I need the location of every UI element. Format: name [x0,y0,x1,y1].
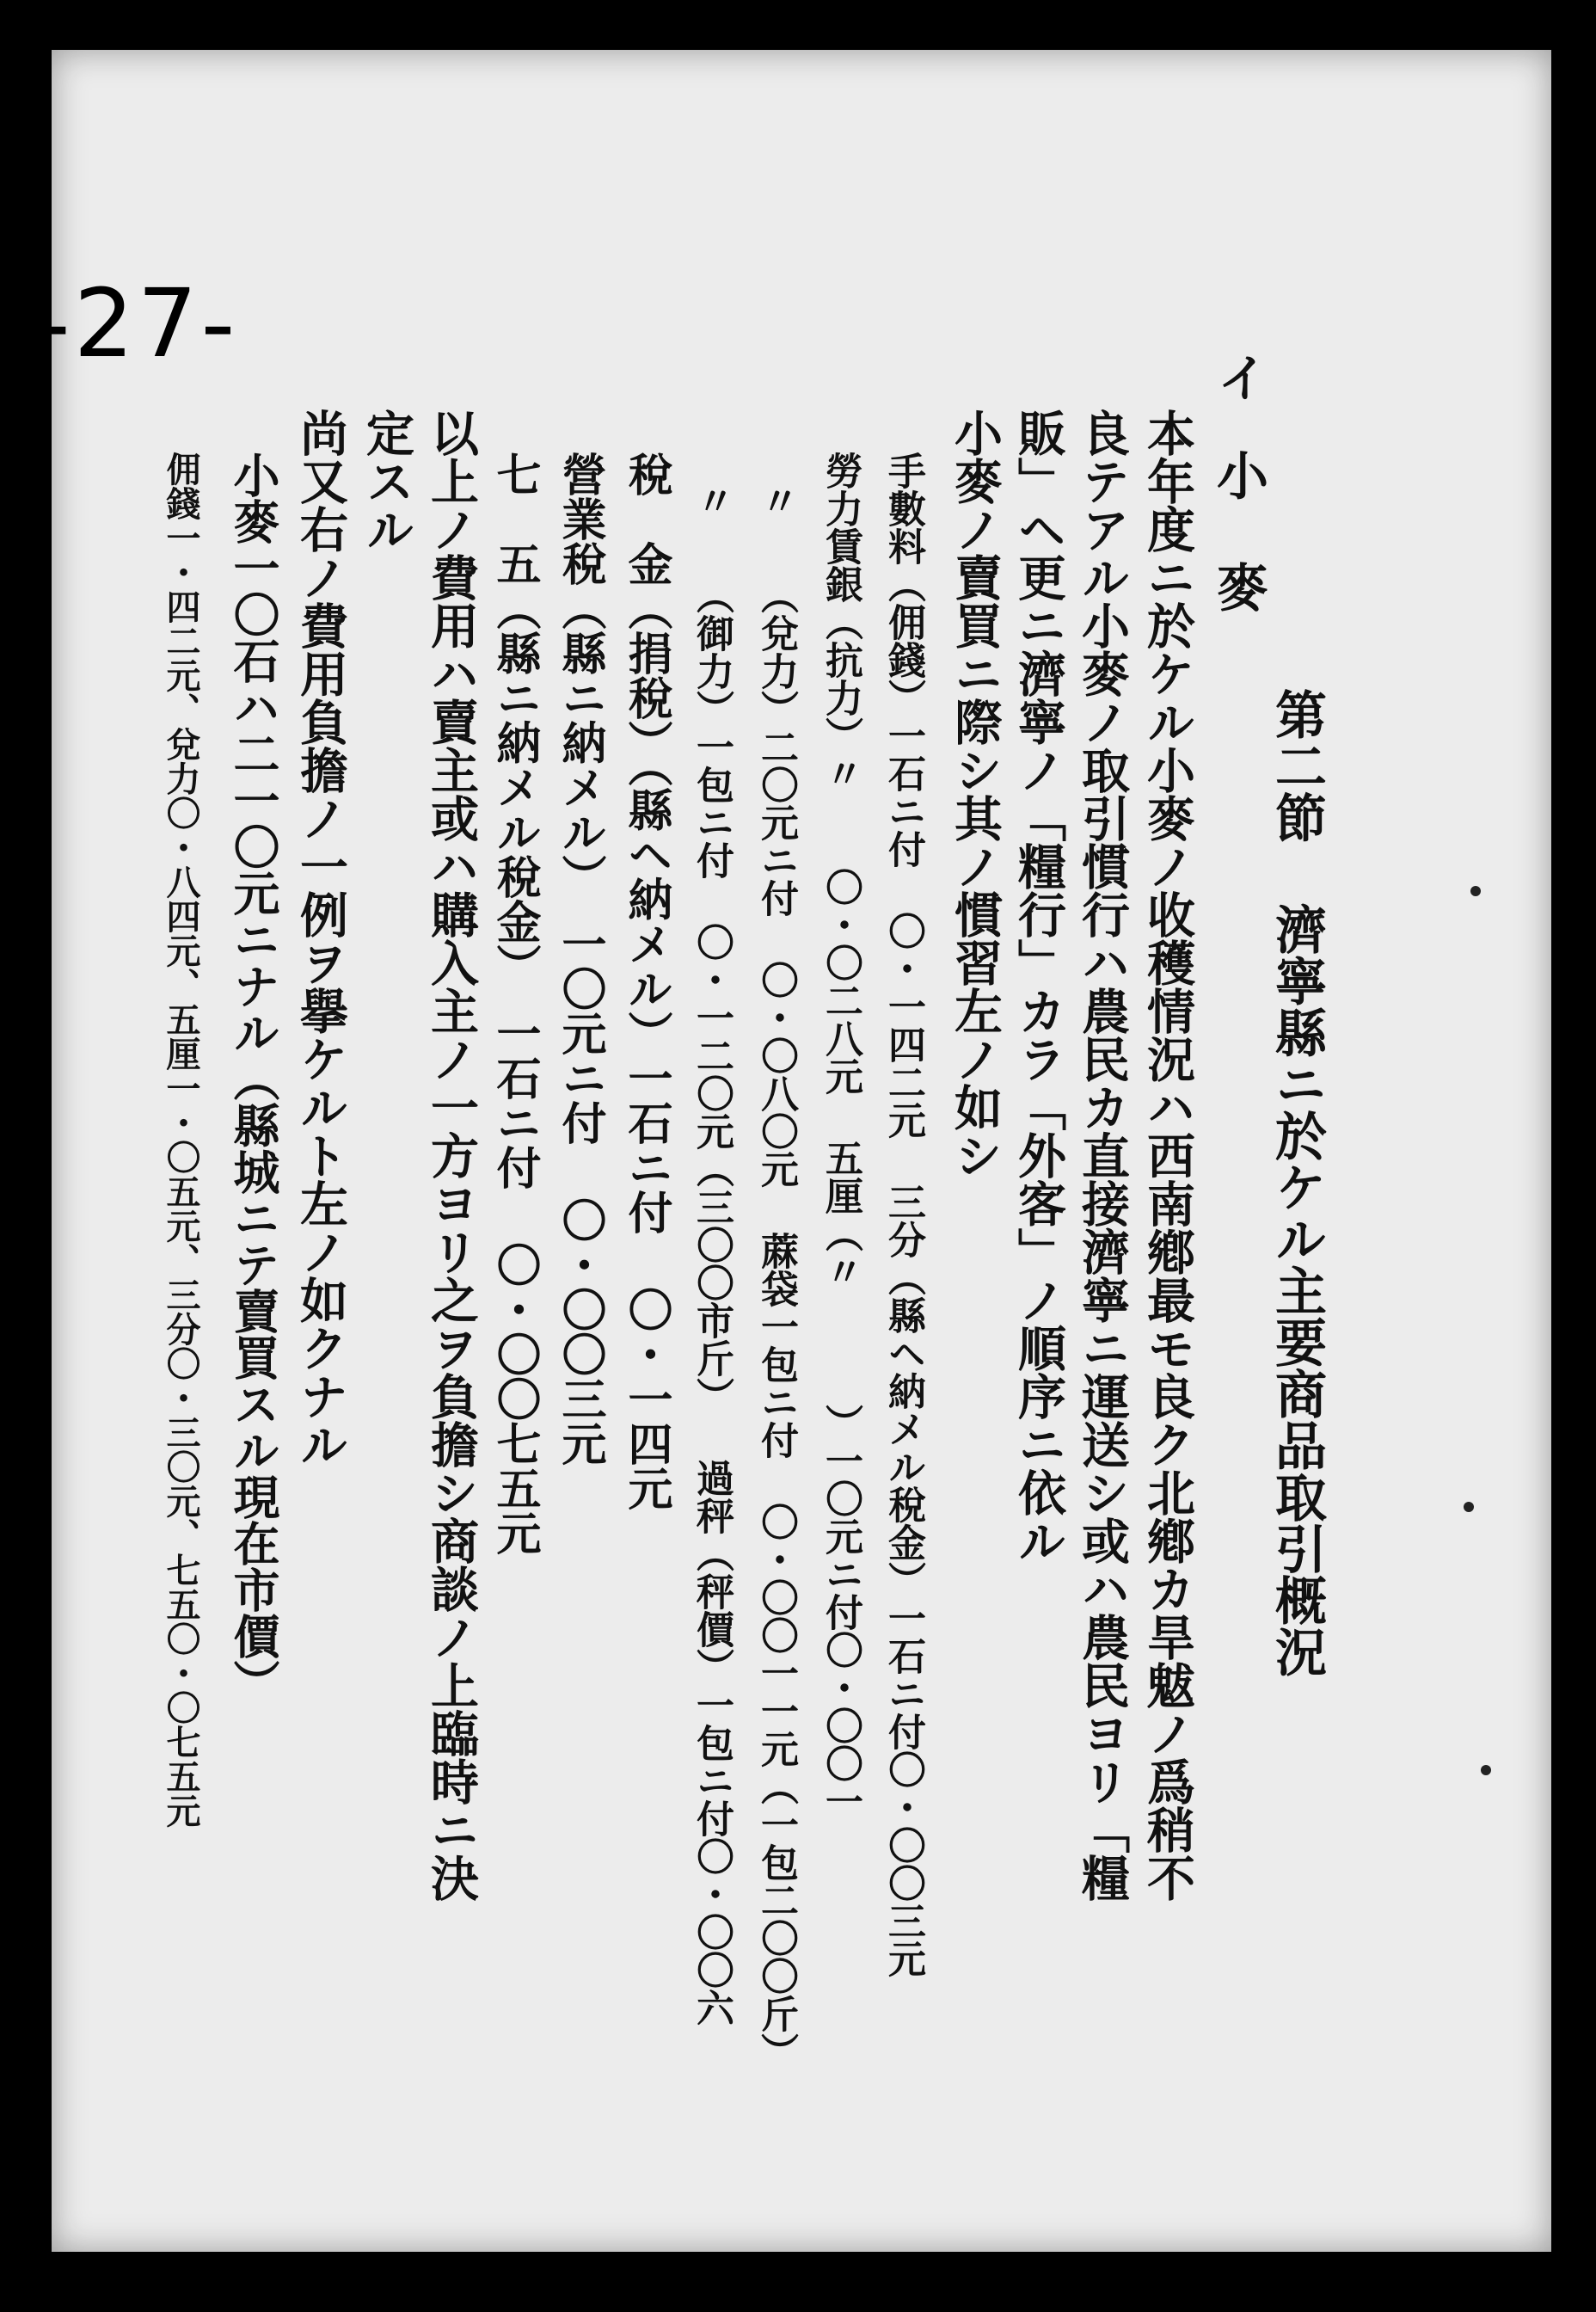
speck [1470,886,1481,896]
text-line: 勞力賃銀（抗力）〃 〇・〇二八元 五厘（〃 ）一〇元ニ付〇・〇〇一 [819,452,862,1820]
text-line: 〃 （御力）一包ニ付 〇・一二〇元（三〇〇市斤） 過秤（秤價）一包ニ付〇・〇〇六 [690,482,734,2026]
section-title: 第二節 濟寧縣ニ於ケル主要商品取引概況 [1267,688,1327,1677]
speck [1481,1765,1491,1775]
text-line: 佣錢一・四二元、兌力〇・八四元、五厘一・〇五元、三分〇・三〇元、七五〇・〇七五元 [161,452,201,1828]
text-line: 手數料（佣錢）一石ニ付 〇・一四二元 三分（縣ヘ納メル稅金）一石ニ付〇・〇〇三元 [881,452,925,1977]
text-line: 販」ヘ更ニ濟寧ノ「糧行」カラ「外客」ノ順序ニ依ル [1010,409,1067,1565]
text-line: 以上ノ費用ハ賣主或ハ購入主ノ一方ヨリ之ヲ負擔シ商談ノ上臨時ニ決 [423,409,480,1902]
subsection-mark: イ [1208,351,1268,403]
speck [1464,1502,1474,1512]
text-line: 良テアル小麥ノ取引慣行ハ農民カ直接濟寧ニ運送シ或ハ農民ヨリ「糧 [1074,409,1131,1902]
subsection-title: 小 麥 [1208,449,1268,612]
text-line: 〃 （兌力）二〇元ニ付 〇・〇八〇元 蔴袋一包ニ付 〇・〇〇一一元（一包二〇〇斤） [754,482,798,2070]
text-line: 稅 金（捐稅）（縣ヘ納メル）一石ニ付 〇・一四元 [620,452,672,1510]
text-line: 定スル [359,409,415,553]
text-line: 本年度ニ於ケル小麥ノ收穫情況ハ西南鄕最モ良ク北鄕カ旱魃ノ爲稍不 [1139,409,1196,1902]
page-number: -27- [36,268,239,378]
text-line: 尚又右ノ費用負擔ノ一例ヲ擧ケルト左ノ如クナル [292,409,349,1468]
text-line: 小麥一〇石ハ二一〇元ニナル（縣城ニテ賣買スル現在市價） [226,452,281,1706]
text-line: 小麥ノ賣買ニ際シ其ノ慣習左ノ如シ [947,409,1004,1179]
text-line: 七 五（縣ニ納メル稅金） 一石ニ付 〇・〇〇七五元 [488,452,541,1555]
text-line: 營業稅（縣ニ納メル） 一〇元ニ付 〇・〇〇三元 [554,452,606,1466]
